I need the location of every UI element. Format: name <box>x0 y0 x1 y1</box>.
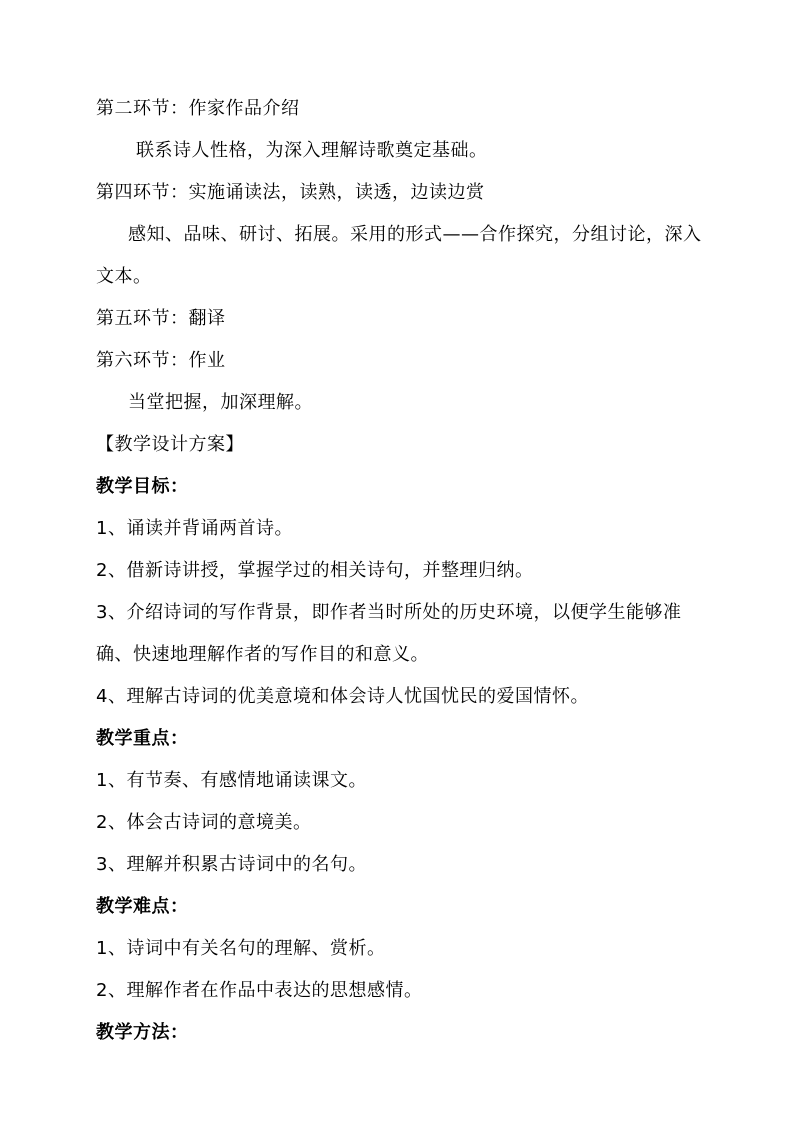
list-item: 2、理解作者在作品中表达的思想感情。 <box>96 980 423 1001</box>
list-item: 1、诗词中有关名句的理解、赏析。 <box>96 938 386 959</box>
paragraph: 联系诗人性格，为深入理解诗歌奠定基础。 <box>136 140 488 161</box>
section-heading-5: 第五环节：翻译 <box>96 308 226 329</box>
section-heading-6: 第六环节：作业 <box>96 350 226 371</box>
paragraph: 感知、品味、研讨、拓展。采用的形式——合作探究，分组讨论，深入文本。 <box>96 224 702 287</box>
list-item: 2、体会古诗词的意境美。 <box>96 812 312 833</box>
list-item: 3、介绍诗词的写作背景，即作者当时所处的历史环境，以便学生能够准确、快速地理解作者的写作目的和意义。 <box>96 602 682 665</box>
document-body <box>96 88 706 1054</box>
section-heading-4: 第四环节：实施诵读法，读熟，读透，边读边赏 <box>96 182 485 203</box>
list-item: 1、诵读并背诵两首诗。 <box>96 518 293 539</box>
methods-heading: 教学方法： <box>96 1022 189 1043</box>
goals-heading: 教学目标： <box>96 476 189 497</box>
list-item: 4、理解古诗词的优美意境和体会诗人忧国忧民的爱国情怀。 <box>96 686 589 707</box>
difficulties-heading: 教学难点： <box>96 896 189 917</box>
key-points-heading: 教学重点： <box>96 728 189 749</box>
list-item: 3、理解并积累古诗词中的名句。 <box>96 854 367 875</box>
design-plan-heading: 【教学设计方案】 <box>96 434 244 455</box>
paragraph: 当堂把握，加深理解。 <box>128 392 313 413</box>
list-item: 1、有节奏、有感情地诵读课文。 <box>96 770 367 791</box>
section-heading-2: 第二环节：作家作品介绍 <box>96 98 300 119</box>
list-item: 2、借新诗讲授，掌握学过的相关诗句，并整理归纳。 <box>96 560 534 581</box>
